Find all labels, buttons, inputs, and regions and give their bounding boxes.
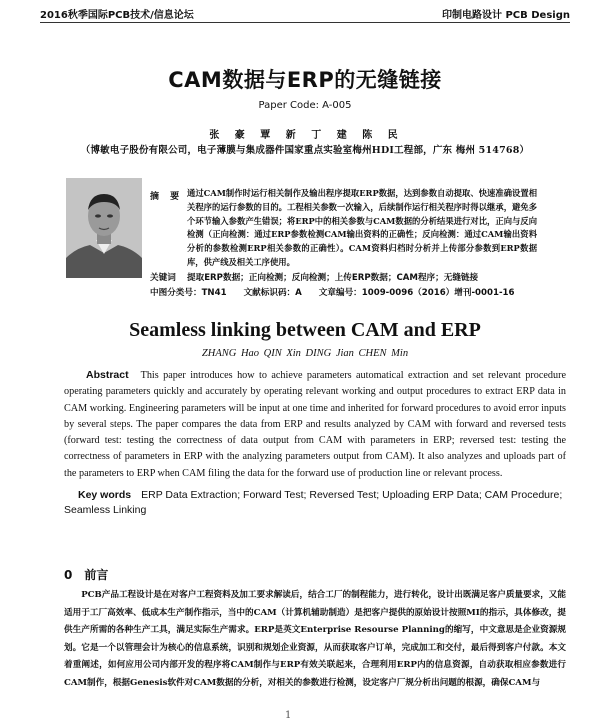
section-title: 前言 bbox=[84, 568, 109, 582]
keywords-label-chinese: 关键词 bbox=[150, 273, 176, 283]
paper-code: Paper Code: A-005 bbox=[258, 100, 352, 111]
journal-section: 印制电路设计 PCB Design bbox=[442, 10, 570, 21]
header-rule bbox=[40, 22, 570, 23]
abstract-text-english: This paper introduces how to achieve parameters automatical extraction and set relevant procedure operating parameters quickly and accurately by operating relevant working and output procedures to extract ERP data in CAM working. Engineering parameters will be input at one time and inherited for forward procedures to avoid error inputs by several steps. The paper compares the data from ERP and results analyzed by CAM with forward and reversed tests (forward test: testing the correctness of data output from CAM with parameters in ERP; reversed test: testing the correctness of parameters in ERP with the analyzing parameters output from CAM). It also analyzes and uploads part of the parameters to ERP when CAM filing the data for the forward use of production line or relevant process. bbox=[64, 370, 566, 479]
abstract-label-chinese: 摘 要 bbox=[150, 192, 184, 202]
section-number: 0 bbox=[64, 568, 73, 582]
keywords-text-english: ERP Data Extraction; Forward Test; Reversed Test; Uploading ERP Data; CAM Procedure; Seamless Linking bbox=[64, 489, 563, 516]
abstract-text-chinese: 通过CAM制作时运行相关制作及输出程序提取ERP数据，达到参数自动提取、快速准确设置相关程序的运行参数的目的。工程相关参数一次输入，后续制作运行相关程序时得以继承，避免多个环节输入参数产生错误；将ERP中的相关参数与CAM数据的分析结果进行对比，正向与反向检测（正向检测：通过ERP参数检测CAM输出资料的正确性；反向检测：通过CAM输出资料分析的参数检测ERP相关参数的正确性）。CAM资料归档时分析并上传部分参数到ERP数据库，供产线及相关工序使用。 bbox=[187, 188, 537, 267]
affiliation-chinese: （博敏电子股份有限公司，电子薄膜与集成器件国家重点实验室梅州HDI工程部，广东 梅州 514768） bbox=[80, 145, 530, 156]
clc-number: 中图分类号：TN41 bbox=[150, 288, 227, 298]
keywords-english bbox=[64, 488, 566, 518]
keywords-text-chinese: 提取ERP数据；正向检测；反向检测；上传ERP数据；CAM程序；无缝链接 bbox=[187, 273, 479, 283]
paper-title-english: Seamless linking between CAM and ERP bbox=[129, 319, 481, 341]
authors-english: ZHANG Hao QIN Xin DING Jian CHEN Min bbox=[201, 348, 409, 359]
authors-chinese: 张 豪 覃 新 丁 建 陈 民 bbox=[209, 130, 401, 141]
keywords-chinese bbox=[150, 271, 478, 283]
paper-title-chinese: CAM数据与ERP的无缝链接 bbox=[168, 68, 442, 92]
section-heading bbox=[64, 566, 108, 583]
classification-line bbox=[150, 286, 528, 298]
page-number: 1 bbox=[285, 710, 292, 721]
article-number: 文章编号：1009-0096（2016）增刊-0001-16 bbox=[318, 288, 515, 298]
keywords-label-english: Key words bbox=[78, 489, 132, 501]
document-code: 文献标识码：A bbox=[243, 288, 302, 298]
author-photo bbox=[66, 178, 142, 278]
running-header bbox=[40, 6, 570, 22]
abstract-label-english: Abstract bbox=[86, 369, 129, 381]
abstract-english bbox=[64, 367, 566, 482]
author-photo-graphic bbox=[66, 178, 142, 278]
forum-name: 2016秋季国际PCB技术/信息论坛 bbox=[40, 10, 194, 21]
introduction-paragraph: PCB产品工程设计是在对客户工程资料及加工要求解读后，结合工厂的制程能力，进行转化，设计出既满足客户质量要求，又能适用于工厂高效率、低成本生产制作指示，当中的CAM（计算机辅助制造）是把客户提供的原始设计按照MI的指示，具体修改，提供生产所需的各种生产工具，满足实际生产需求。ERP是英文Enterprise Resourse Planning的缩写，中文意思是企业资源规划。它是一个以管理会计为核心的信息系统，识别和规划企业资源，从而获取客户订单，完成加工和交付，最后得到客户付款。本文着重阐述，如何应用公司内部开发的程序将CAM制作与ERP有效关联起来，合理利用ERP内的信息资源，自动获取相应参数进行CAM制作，根据Genesis软件对CAM数据的分析，对相关的参数进行检测，设定客户厂规分析出问题的根源，确保CAM与 bbox=[64, 590, 566, 688]
